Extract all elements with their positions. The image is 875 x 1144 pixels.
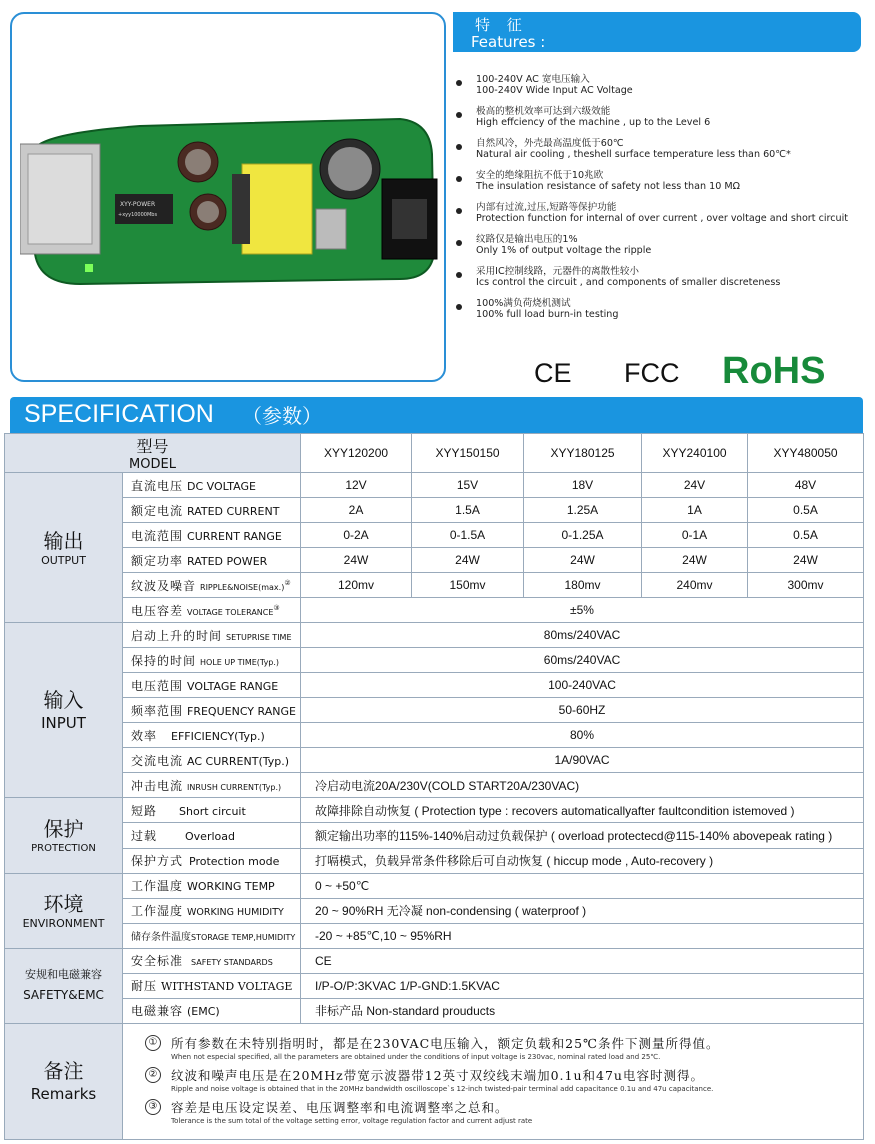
features-list [456, 74, 866, 330]
table-cell: I/P-O/P:3KVAC 1/P-GND:1.5KVAC [301, 973, 864, 998]
table-row [5, 498, 864, 523]
table-cell: -20 ~ +85℃,10 ~ 95%RH [301, 923, 864, 948]
table-cell: 20 ~ 90%RH 无冷凝 non-condensing ( waterproof ) [301, 898, 864, 923]
label-en: (EMC) [187, 1005, 220, 1019]
feature-en: Protection function for internal of over current , over voltage and short circuit [476, 213, 849, 224]
footnote-mark: ② [284, 578, 291, 587]
label-cn: 过载 [131, 829, 158, 843]
feature-en: 100% full load burn-in testing [476, 309, 619, 320]
table-row [5, 473, 864, 498]
feature-item [456, 266, 866, 298]
feature-en: High effciency of the machine , up to the Level 6 [476, 117, 711, 128]
row-label [123, 573, 301, 598]
table-cell: 2A [301, 498, 412, 523]
table-row [5, 798, 864, 823]
rohs-mark: RoHS [722, 350, 826, 392]
table-cell: 故障排除自动恢复 ( Protection type : recovers automaticallyafter faultcondition istemoved ) [301, 798, 864, 823]
row-label [123, 498, 301, 523]
ce-mark: CE [534, 358, 572, 388]
remark-cn: 所有参数在未特别指明时，都是在230VAC电压输入，额定负载和25℃条件下测量所得值。 [171, 1036, 720, 1052]
table-cell: 打嗝模式，负载异常条件移除后可自动恢复 ( hiccup mode , Auto-recovery ) [301, 848, 864, 873]
label-en: WORKING TEMP [187, 880, 275, 894]
label-cn: 冲击电流 [131, 778, 184, 793]
table-cell: 0.5A [748, 498, 864, 523]
input-group-en: INPUT [41, 714, 86, 733]
table-row [5, 773, 864, 798]
label-en: RATED CURRENT [187, 504, 280, 518]
label-en: WORKING HUMIDITY [187, 907, 284, 919]
safety-group-cn: 安规和电磁兼容 [25, 967, 102, 981]
bullet-icon [456, 272, 462, 278]
label-cn: 电流范围 [131, 528, 184, 543]
feature-cn: 极高的整机效率可达到六级效能 [476, 106, 611, 117]
label-en: STORAGE TEMP,HUMIDITY [191, 933, 296, 943]
spec-title-cn: （参数） [242, 404, 322, 428]
table-cell: 240mv [642, 573, 748, 598]
table-cell: 非标产品 Non-standard prouducts [301, 998, 864, 1023]
label-cn: 储存条件温度 [131, 932, 191, 944]
table-row [5, 998, 864, 1023]
remark-item [145, 1067, 863, 1094]
label-en: DC VOLTAGE [187, 479, 256, 493]
label-en: RATED POWER [187, 554, 268, 568]
label-cn: 保持的时间 [131, 653, 197, 668]
table-row [5, 523, 864, 548]
table-cell: 48V [748, 473, 864, 498]
feature-cn: 内部有过流,过压,短路等保护功能 [476, 202, 617, 213]
feature-item [456, 202, 866, 234]
remark-en: When not especial specified, all the parameters are obtained under the conditions of input voltage is 230vac, nominal rated load and 25℃. [171, 1053, 661, 1062]
label-en: WITHSTAND VOLTAGE [161, 980, 293, 994]
table-row [5, 873, 864, 898]
table-row [5, 823, 864, 848]
table-cell: 100-240VAC [301, 673, 864, 698]
feature-item [456, 298, 866, 330]
table-cell: 80ms/240VAC [301, 623, 864, 648]
label-cn: 额定电流 [131, 503, 184, 518]
table-cell: 0.5A [748, 523, 864, 548]
model-name: XYY240100 [642, 434, 748, 473]
input-group-cn: 输入 [43, 688, 84, 713]
label-cn: 保护方式 [131, 854, 184, 869]
label-en: EFFICIENCY(Typ.) [171, 729, 265, 743]
label-en: SAFETY STANDARDS [191, 958, 273, 968]
row-label [123, 748, 301, 773]
feature-en: Ics control the circuit , and components of smaller discreteness [476, 277, 781, 288]
feature-item [456, 170, 866, 202]
safety-group [5, 948, 123, 1023]
table-cell: 1.25A [524, 498, 642, 523]
row-label [123, 923, 301, 948]
feature-item [456, 138, 866, 170]
row-label [123, 948, 301, 973]
row-label [123, 473, 301, 498]
remark-cn: 容差是电压设定误差、电压调整率和电流调整率之总和。 [171, 1100, 509, 1116]
table-cell: 0-1.25A [524, 523, 642, 548]
model-en: MODEL [129, 457, 176, 473]
table-cell: 50-60HZ [301, 698, 864, 723]
safety-group-en: SAFETY&EMC [23, 987, 104, 1002]
row-label [123, 598, 301, 623]
table-cell: 24W [412, 548, 524, 573]
table-cell: 18V [524, 473, 642, 498]
feature-cn: 安全的绝缘阻抗不低于10兆欧 [476, 170, 604, 181]
label-en: AC CURRENT(Typ.) [187, 754, 290, 768]
table-row [5, 698, 864, 723]
input-group [5, 623, 123, 798]
label-en: VOLTAGE TOLERANCE [187, 607, 274, 617]
row-label [123, 548, 301, 573]
table-cell: 300mv [748, 573, 864, 598]
label-cn: 频率范围 [131, 703, 184, 718]
table-row [5, 748, 864, 773]
model-cn: 型号 [136, 437, 169, 457]
row-label [123, 698, 301, 723]
label-cn: 电压范围 [131, 678, 184, 693]
bullet-icon [456, 112, 462, 118]
remark-item [145, 1035, 863, 1062]
row-label [123, 898, 301, 923]
row-label [123, 723, 301, 748]
label-en: HOLE UP TIME(Typ.) [200, 657, 280, 667]
table-cell: 120mv [301, 573, 412, 598]
pcb-label-1: XYY-POWER [120, 201, 156, 208]
remark-cn: 纹波和噪声电压是在20MHz带宽示波器带12英寸双绞线末端加0.1u和47u电容时测得。 [171, 1068, 704, 1084]
table-row [5, 898, 864, 923]
remark-number: ③ [145, 1099, 161, 1115]
remark-item [145, 1099, 863, 1126]
table-row [5, 848, 864, 873]
table-cell: 24W [642, 548, 748, 573]
label-cn: 交流电流 [131, 753, 184, 768]
bullet-icon [456, 80, 462, 86]
remark-en: Ripple and noise voltage is obtained that in the 20MHz bandwidth oscilloscope`s 12-inch twisted-pair terminal add capacitance 0.1u and 47u capacitance. [171, 1085, 714, 1094]
row-label [123, 673, 301, 698]
environment-group [5, 873, 123, 948]
output-group [5, 473, 123, 623]
model-row [5, 434, 864, 473]
label-cn: 额定功率 [131, 553, 184, 568]
model-name: XYY480050 [748, 434, 864, 473]
table-cell: 24V [642, 473, 748, 498]
row-label [123, 998, 301, 1023]
output-group-en: OUTPUT [41, 553, 86, 567]
label-en: INRUSH CURRENT(Typ.) [187, 782, 282, 792]
protection-group-en: PROTECTION [31, 842, 96, 854]
features-header [453, 12, 861, 52]
remarks-list [123, 1023, 864, 1139]
table-cell: 冷启动电流20A/230V(COLD START20A/230VAC) [301, 773, 864, 798]
table-cell: 24W [524, 548, 642, 573]
label-cn: 工作湿度 [131, 904, 184, 919]
model-header [5, 434, 301, 473]
specification-header [10, 397, 863, 433]
table-cell: 0-1.5A [412, 523, 524, 548]
row-label [123, 773, 301, 798]
feature-en: Only 1% of output voltage the ripple [476, 245, 652, 256]
bullet-icon [456, 304, 462, 310]
table-cell: 1A [642, 498, 748, 523]
remark-number: ② [145, 1067, 161, 1083]
label-cn: 短路 [131, 803, 158, 818]
pcb-label-2: +xyy10000Mbs [118, 212, 158, 218]
label-cn: 电磁兼容 [131, 1004, 184, 1019]
environment-group-cn: 环境 [43, 891, 84, 916]
table-cell: 180mv [524, 573, 642, 598]
feature-cn: 采用IC控制线路，元器件的离散性较小 [476, 266, 640, 277]
table-row [5, 948, 864, 973]
feature-cn: 自然风冷，外壳最高温度低于60℃ [476, 138, 624, 149]
label-en: SETUPRISE TIME [226, 632, 292, 642]
row-label [123, 823, 301, 848]
label-cn: 纹波及噪音 [131, 578, 197, 593]
label-en: Short circuit [179, 804, 246, 818]
label-en: VOLTAGE RANGE [187, 679, 279, 693]
table-cell: 1A/90VAC [301, 748, 864, 773]
table-row [5, 973, 864, 998]
feature-en: Natural air cooling , theshell surface temperature less than 60℃* [476, 149, 791, 160]
table-cell: 80% [301, 723, 864, 748]
label-cn: 耐压 [131, 979, 158, 994]
table-row [5, 598, 864, 623]
table-row [5, 623, 864, 648]
remark-en: Tolerance is the sum total of the voltage setting error, voltage regulation factor and current adjust rate [171, 1117, 533, 1126]
feature-en: 100-240V Wide Input AC Voltage [476, 85, 633, 96]
table-cell: 0 ~ +50℃ [301, 873, 864, 898]
protection-group [5, 798, 123, 873]
table-cell: 0-1A [642, 523, 748, 548]
model-name: XYY120200 [301, 434, 412, 473]
table-row [5, 723, 864, 748]
label-cn: 直流电压 [131, 478, 184, 493]
footnote-mark: ③ [273, 603, 280, 612]
label-cn: 工作温度 [131, 879, 184, 894]
table-cell: 60ms/240VAC [301, 648, 864, 673]
label-cn: 安全标准 [131, 954, 184, 969]
bullet-icon [456, 208, 462, 214]
protection-group-cn: 保护 [43, 816, 84, 841]
label-en: Protection mode [189, 855, 280, 869]
row-label [123, 848, 301, 873]
row-label [123, 798, 301, 823]
label-cn: 启动上升的时间 [131, 628, 223, 643]
fcc-mark: FCC [624, 358, 680, 388]
row-label [123, 973, 301, 998]
bullet-icon [456, 240, 462, 246]
table-cell: CE [301, 948, 864, 973]
features-title-cn: 特 征 [475, 16, 528, 34]
table-cell: ±5% [301, 598, 864, 623]
label-cn: 效率 [131, 728, 158, 743]
feature-item [456, 74, 866, 106]
feature-item [456, 106, 866, 138]
feature-cn: 100%满负荷烧机测试 [476, 298, 571, 309]
label-cn: 电压容差 [131, 603, 184, 618]
table-row [5, 648, 864, 673]
remarks-group-cn: 备注 [43, 1059, 84, 1084]
row-label [123, 623, 301, 648]
table-row [5, 673, 864, 698]
model-name: XYY180125 [524, 434, 642, 473]
table-cell: 24W [301, 548, 412, 573]
feature-cn: 100-240V AC 宽电压输入 [476, 74, 590, 85]
row-label [123, 523, 301, 548]
product-photo-frame [10, 12, 446, 382]
table-cell: 15V [412, 473, 524, 498]
table-cell: 150mv [412, 573, 524, 598]
feature-item [456, 234, 866, 266]
feature-cn: 纹路仅是输出电压的1% [476, 234, 578, 245]
table-row [5, 1023, 864, 1139]
table-cell: 12V [301, 473, 412, 498]
table-cell: 1.5A [412, 498, 524, 523]
features-title-en: Features : [471, 33, 546, 51]
remarks-group-en: Remarks [30, 1085, 97, 1104]
table-cell: 0-2A [301, 523, 412, 548]
row-label [123, 873, 301, 898]
table-row [5, 923, 864, 948]
table-cell: 额定输出功率的115%-140%启动过负载保护 ( overload protectecd@115-140% abovepeak rating ) [301, 823, 864, 848]
specification-table [4, 433, 864, 1140]
bullet-icon [456, 144, 462, 150]
label-en: Overload [185, 830, 235, 843]
label-en: FREQUENCY RANGE [187, 704, 296, 718]
remark-number: ① [145, 1035, 161, 1051]
feature-en: The insulation resistance of safety not less than 10 MΩ [476, 181, 740, 192]
model-name: XYY150150 [412, 434, 524, 473]
label-en: RIPPLE&NOISE(max.) [200, 582, 285, 592]
table-row [5, 573, 864, 598]
label-en: CURRENT RANGE [187, 529, 282, 543]
spec-title-en: SPECIFICATION [24, 400, 214, 428]
pcb-photo [20, 114, 440, 289]
bullet-icon [456, 176, 462, 182]
table-row [5, 548, 864, 573]
remarks-group [5, 1023, 123, 1139]
output-group-cn: 输出 [43, 528, 84, 553]
table-cell: 24W [748, 548, 864, 573]
row-label [123, 648, 301, 673]
environment-group-en: ENVIRONMENT [22, 916, 105, 930]
